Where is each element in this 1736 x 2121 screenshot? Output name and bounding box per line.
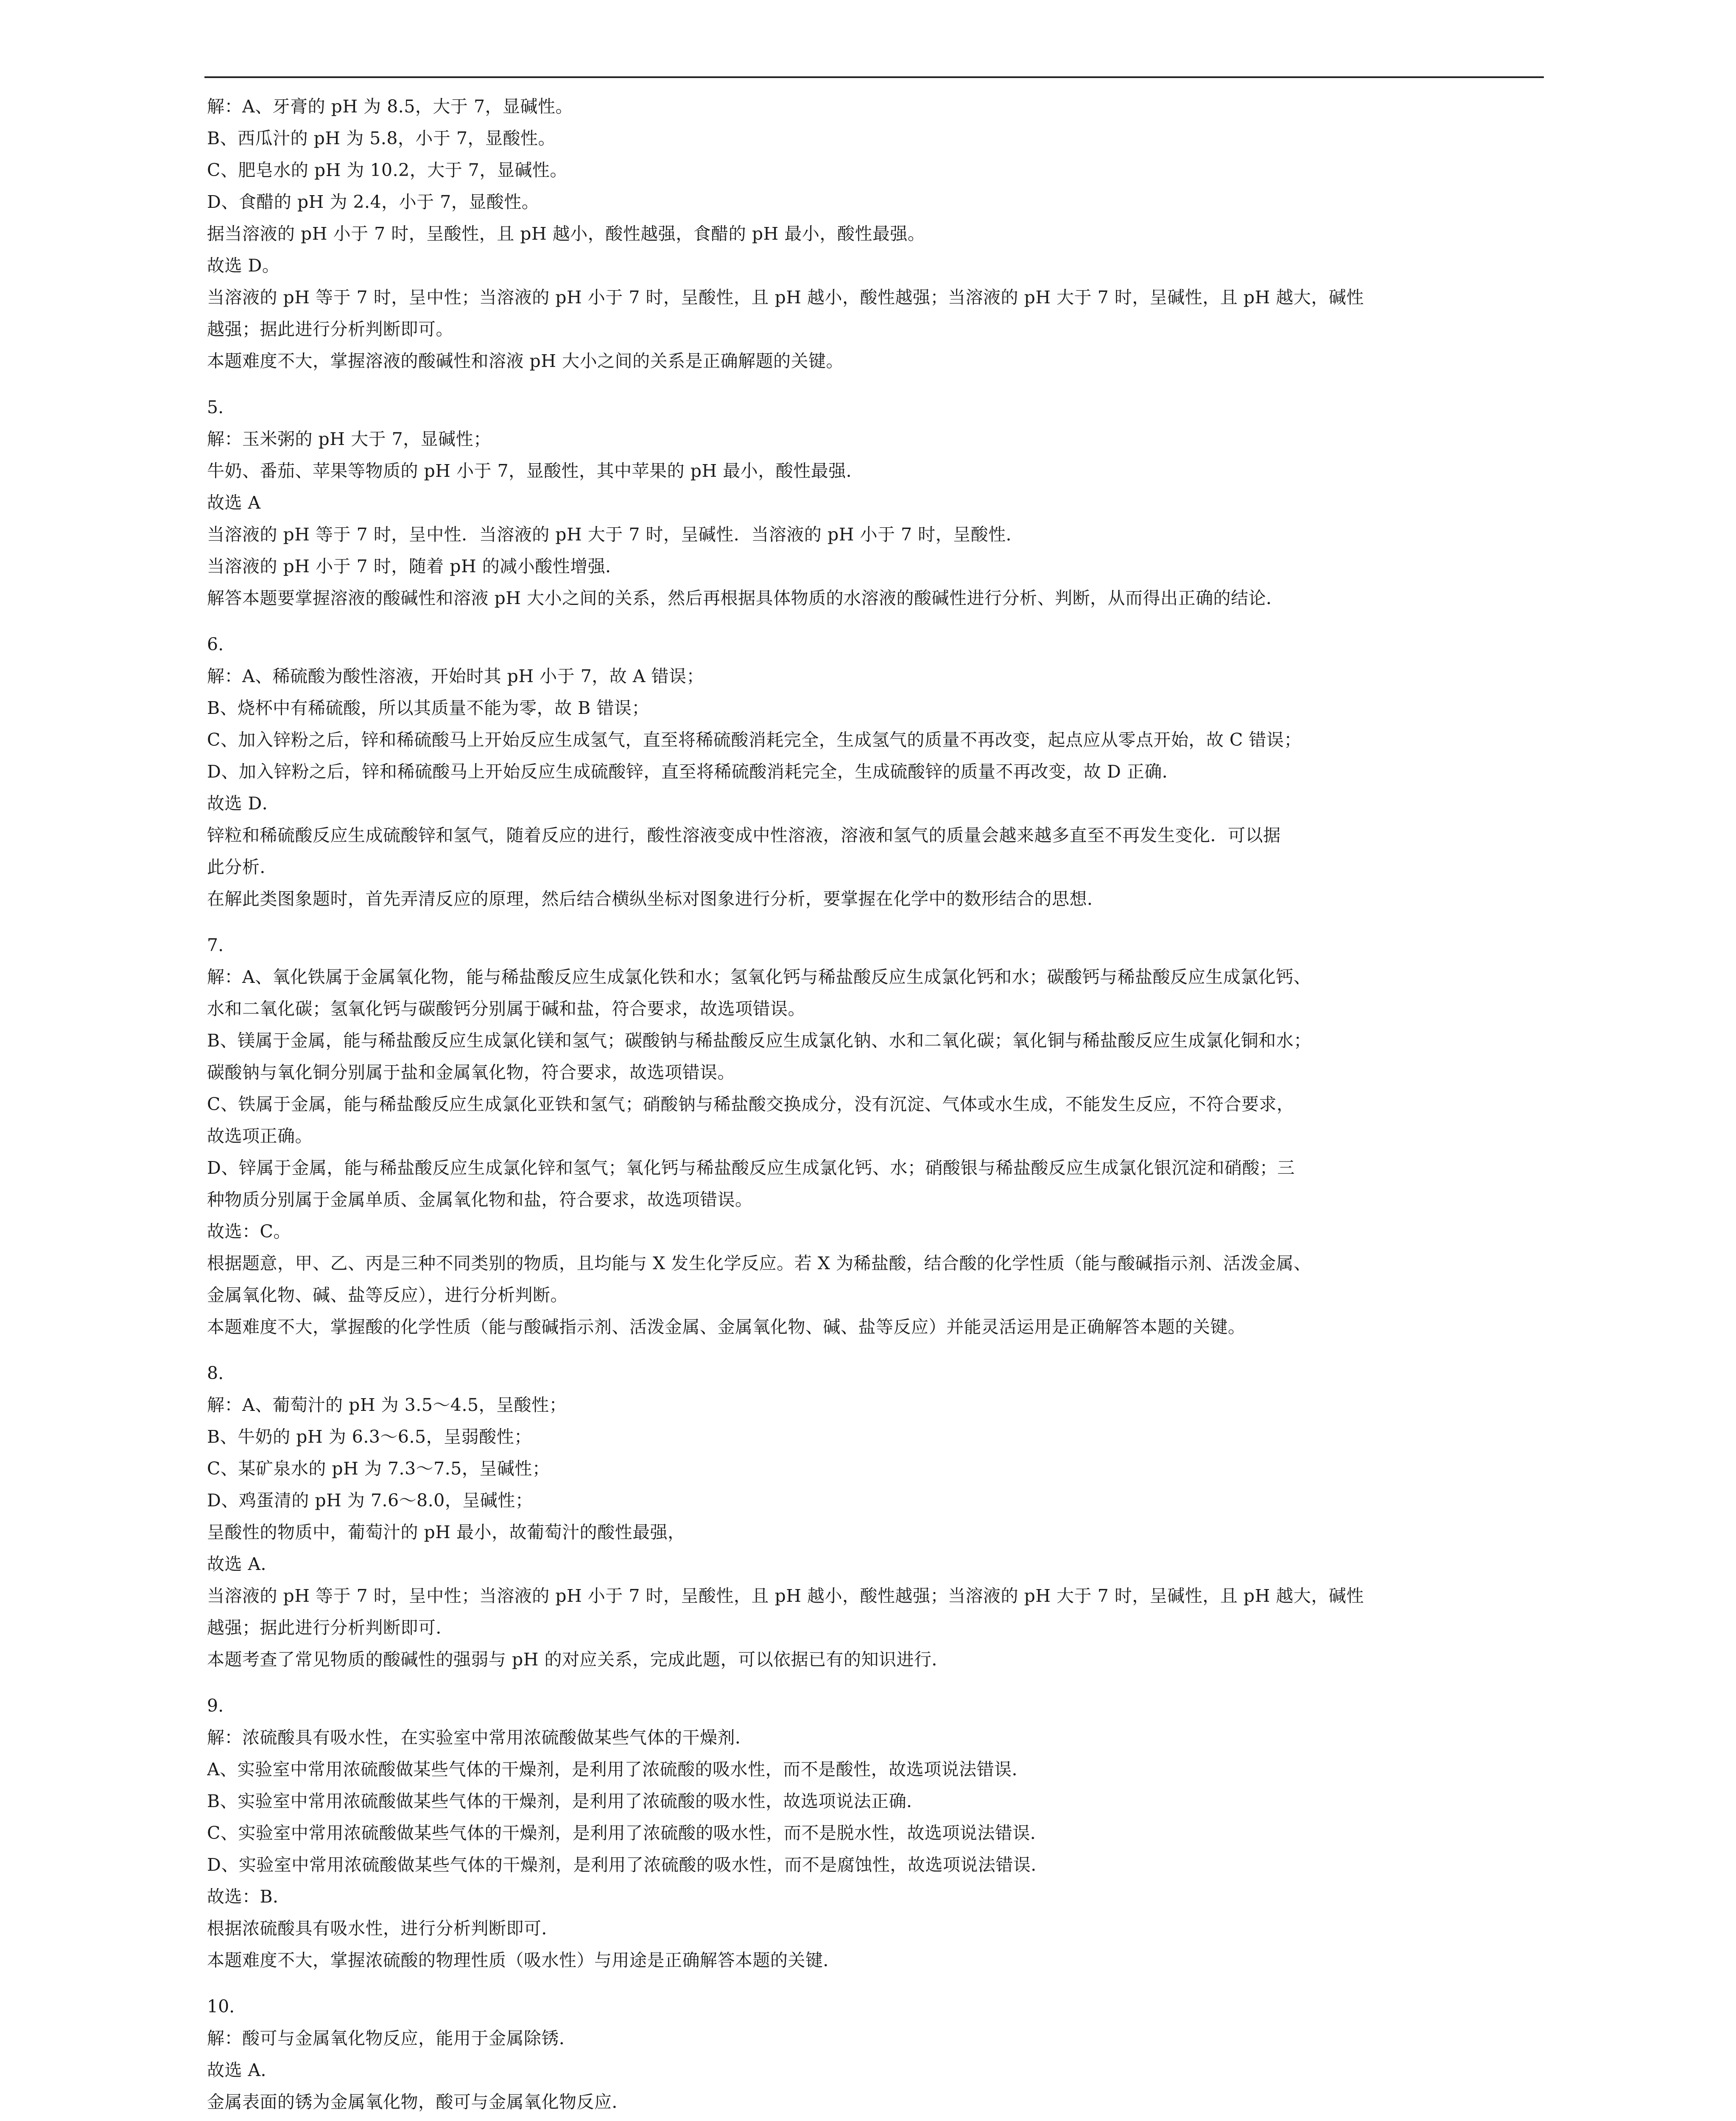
text-line: D、加入锌粉之后，锌和稀硫酸马上开始反应生成硫酸锌，直至将稀硫酸消耗完全，生成硫酸锌的质量不再改变，故 D 正确． — [207, 761, 1180, 782]
text-line: C、实验室中常用浓硫酸做某些气体的干燥剂，是利用了浓硫酸的吸水性，而不是脱水性，故选项说法错误． — [207, 1823, 1048, 1843]
text-line: C、肥皂水的 pH 为 10.2，大于 7，显碱性。 — [207, 160, 567, 180]
answer-section — [207, 1991, 1543, 2121]
question-number: 10. — [207, 1996, 235, 2017]
text-line: 故选：C。 — [207, 1221, 291, 1242]
text-line: 呈酸性的物质中，葡萄汁的 pH 最小，故葡萄汁的酸性最强， — [207, 1522, 685, 1542]
text-line: 在解此类图象题时，首先弄清反应的原理，然后结合横纵坐标对图象进行分析，要掌握在化学中的数形结合的思想． — [207, 889, 1105, 909]
text-line: 故选项正确。 — [207, 1126, 313, 1146]
text-line: 故选 A． — [207, 2060, 279, 2080]
text-line: C、某矿泉水的 pH 为 7.3～7.5，呈碱性； — [207, 1458, 550, 1479]
text-line: C、加入锌粉之后，锌和稀硫酸马上开始反应生成氢气，直至将稀硫酸消耗完全，生成氢气的质量不再改变，起点应从零点开始，故 C 错误； — [207, 730, 1302, 750]
text-line: C、铁属于金属，能与稀盐酸反应生成氯化亚铁和氢气；硝酸钠与稀盐酸交换成分，没有沉淀、气体或水生成，不能发生反应，不符合要求， — [207, 1094, 1294, 1114]
answer-section — [207, 1690, 1543, 1976]
text-line: 金属表面的锈为金属氧化物，酸可与金属氧化物反应． — [207, 2092, 629, 2112]
text-line: 碳酸钠与氧化铜分别属于盐和金属氧化物，符合要求，故选项错误。 — [207, 1062, 735, 1083]
text-line: 解答本题要掌握溶液的酸碱性和溶液 pH 大小之间的关系，然后再根据具体物质的水溶液的酸碱性进行分析、判断，从而得出正确的结论． — [207, 588, 1284, 608]
text-line: 解：酸可与金属氧化物反应，能用于金属除锈． — [207, 2028, 577, 2048]
text-line: 解：玉米粥的 pH 大于 7，显碱性； — [207, 429, 491, 449]
text-line: 故选：B． — [207, 1886, 291, 1907]
question-number: 9. — [207, 1696, 224, 1716]
text-line: 当溶液的 pH 小于 7 时，随着 pH 的减小酸性增强． — [207, 556, 623, 576]
answer-section — [207, 392, 1543, 614]
answer-section — [207, 929, 1543, 1343]
text-line: 故选 A． — [207, 1554, 279, 1574]
text-line: D、鸡蛋清的 pH 为 7.6～8.0，呈碱性； — [207, 1490, 533, 1511]
question-number: 7. — [207, 935, 224, 955]
text-line: 解：A、葡萄汁的 pH 为 3.5～4.5，呈酸性； — [207, 1395, 567, 1415]
question-number: 5. — [207, 397, 224, 417]
text-line: 锌粒和稀硫酸反应生成硫酸锌和氢气，随着反应的进行，酸性溶液变成中性溶液，溶液和氢气的质量会越来越多直至不再发生变化．可以据 — [207, 825, 1281, 845]
text-line: B、牛奶的 pH 为 6.3～6.5，呈弱酸性； — [207, 1427, 532, 1447]
text-line: 据当溶液的 pH 小于 7 时，呈酸性，且 pH 越小，酸性越强，食醋的 pH 最小，酸性最强。 — [207, 224, 925, 244]
text-line: 当溶液的 pH 等于 7 时，呈中性．当溶液的 pH 大于 7 时，呈碱性．当溶液的 pH 小于 7 时，呈酸性． — [207, 524, 1024, 545]
text-line: 故选 D。 — [207, 255, 280, 276]
text-line — [207, 2118, 1543, 2121]
text-line: 水和二氧化碳；氢氧化钙与碳酸钙分别属于碱和盐，符合要求，故选项错误。 — [207, 999, 805, 1019]
question-number: 6. — [207, 634, 224, 655]
text-line: 故选 D． — [207, 793, 280, 814]
text-line: B、实验室中常用浓硫酸做某些气体的干燥剂，是利用了浓硫酸的吸水性，故选项说法正确． — [207, 1791, 924, 1811]
document-body — [207, 91, 1543, 2121]
text-line: 本题考查了常见物质的酸碱性的强弱与 pH 的对应关系，完成此题，可以依据已有的知识进行． — [207, 1649, 950, 1670]
answer-section — [207, 1357, 1543, 1676]
text-line: 解：A、氧化铁属于金属氧化物，能与稀盐酸反应生成氯化铁和水；氢氧化钙与稀盐酸反应生成氯化钙和水；碳酸钙与稀盐酸反应生成氯化钙、 — [207, 967, 1311, 987]
text-line: 根据题意，甲、乙、丙是三种不同类别的物质，且均能与 X 发生化学反应。若 X 为稀盐酸，结合酸的化学性质（能与酸碱指示剂、活泼金属、 — [207, 1253, 1311, 1273]
text-line: 本题难度不大，掌握溶液的酸碱性和溶液 pH 大小之间的关系是正确解题的关键。 — [207, 351, 844, 371]
text-line: B、镁属于金属，能与稀盐酸反应生成氯化镁和氢气；碳酸钠与稀盐酸反应生成氯化钠、水和二氧化碳；氧化铜与稀盐酸反应生成氯化铜和水； — [207, 1030, 1311, 1051]
text-line: 本题难度不大，掌握浓硫酸的物理性质（吸水性）与用途是正确解答本题的关键． — [207, 1950, 841, 1970]
text-line: B、烧杯中有稀硫酸，所以其质量不能为零，故 B 错误； — [207, 698, 649, 718]
text-line: 金属氧化物、碱、盐等反应），进行分析判断。 — [207, 1285, 568, 1305]
text-line: 此分析． — [207, 857, 277, 877]
text-line: 越强；据此进行分析判断即可。 — [207, 319, 453, 339]
text-line: D、锌属于金属，能与稀盐酸反应生成氯化锌和氢气；氧化钙与稀盐酸反应生成氯化钙、水；硝酸银与稀盐酸反应生成氯化银沉淀和硝酸；三 — [207, 1158, 1295, 1178]
text-line: 当溶液的 pH 等于 7 时，呈中性；当溶液的 pH 小于 7 时，呈酸性，且 pH 越小，酸性越强；当溶液的 pH 大于 7 时，呈碱性，且 pH 越大，碱性 — [207, 287, 1364, 308]
text-line: 解：A、牙膏的 pH 为 8.5，大于 7，显碱性。 — [207, 96, 573, 117]
text-line: D、食醋的 pH 为 2.4，小于 7，显酸性。 — [207, 192, 540, 212]
text-line: 当溶液的 pH 等于 7 时，呈中性；当溶液的 pH 小于 7 时，呈酸性，且 pH 越小，酸性越强；当溶液的 pH 大于 7 时，呈碱性，且 pH 越大，碱性 — [207, 1586, 1364, 1606]
text-line: 本题难度不大，掌握酸的化学性质（能与酸碱指示剂、活泼金属、金属氧化物、碱、盐等反应）并能灵活运用是正确解答本题的关键。 — [207, 1317, 1246, 1337]
text-line: 解：浓硫酸具有吸水性，在实验室中常用浓硫酸做某些气体的干燥剂． — [207, 1727, 753, 1748]
text-line: 故选 A — [207, 492, 261, 513]
header-rule — [204, 76, 1544, 78]
answer-section — [207, 629, 1543, 915]
text-line: 牛奶、番茄、苹果等物质的 pH 小于 7，显酸性，其中苹果的 pH 最小，酸性最强． — [207, 461, 864, 481]
text-line: D、实验室中常用浓硫酸做某些气体的干燥剂，是利用了浓硫酸的吸水性，而不是腐蚀性，故选项说法错误． — [207, 1855, 1048, 1875]
text-line: B、西瓜汁的 pH 为 5.8，小于 7，显酸性。 — [207, 128, 556, 148]
text-line: 根据浓硫酸具有吸水性，进行分析判断即可． — [207, 1918, 559, 1939]
text-line: 种物质分别属于金属单质、金属氧化物和盐，符合要求，故选项错误。 — [207, 1189, 753, 1210]
question-number: 8. — [207, 1363, 224, 1383]
text-line: A、实验室中常用浓硫酸做某些气体的干燥剂，是利用了浓硫酸的吸水性，而不是酸性，故选项说法错误． — [207, 1759, 1030, 1780]
text-line: 解：A、稀硫酸为酸性溶液，开始时其 pH 小于 7，故 A 错误； — [207, 666, 704, 686]
text-line: 越强；据此进行分析判断即可． — [207, 1617, 453, 1638]
answer-section — [207, 91, 1543, 377]
